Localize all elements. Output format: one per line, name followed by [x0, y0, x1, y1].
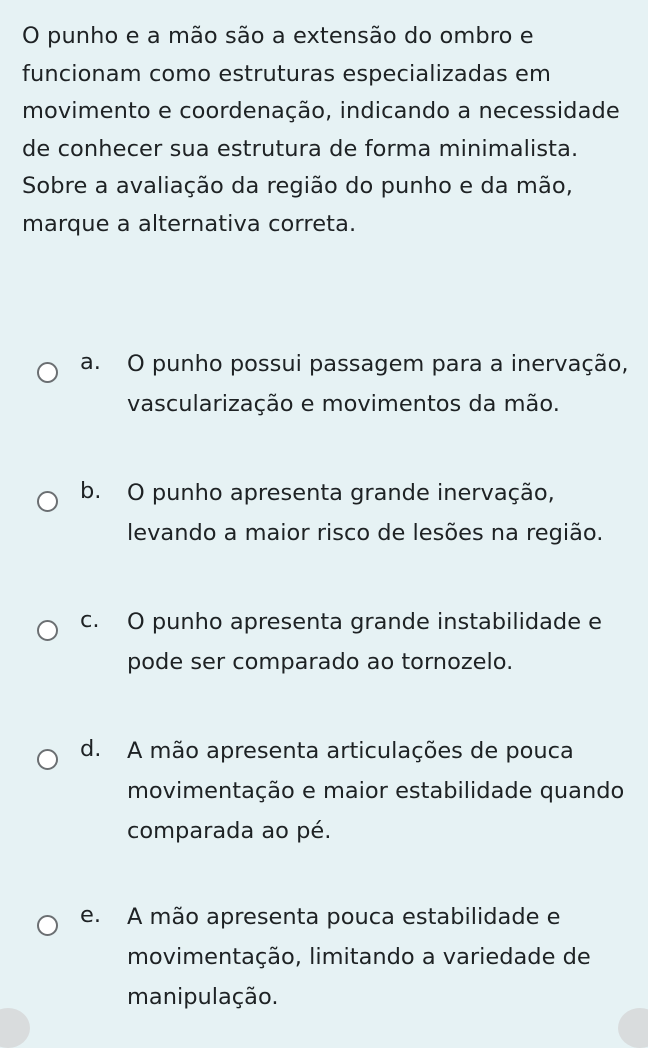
- radio-button-e[interactable]: [37, 915, 58, 936]
- option-text: O punho possui passagem para a inervação, vascularização e movimentos da mão.: [127, 351, 629, 417]
- corner-shadow-right: [618, 1008, 648, 1048]
- question-paragraph-2: Sobre a avaliação da região do punho e da mão, marque a alternativa correta.: [22, 173, 573, 237]
- option-text: A mão apresenta pouca estabilidade e movimentação, limitando a variedade de manipulação.: [127, 904, 591, 1010]
- option-b[interactable]: [0, 473, 648, 602]
- option-letter: c.: [80, 607, 100, 633]
- radio-button-a[interactable]: [37, 362, 58, 383]
- option-d[interactable]: [0, 731, 648, 897]
- option-e[interactable]: [0, 897, 648, 1026]
- question-text: [22, 18, 638, 243]
- option-a[interactable]: [0, 344, 648, 473]
- option-letter: a.: [80, 349, 101, 375]
- option-letter: e.: [80, 902, 101, 928]
- answer-options: [0, 344, 648, 1026]
- option-c[interactable]: [0, 602, 648, 731]
- option-letter: d.: [80, 736, 102, 762]
- option-text: A mão apresenta articulações de pouca movimentação e maior estabilidade quando comparada ao pé.: [127, 738, 625, 844]
- option-text: O punho apresenta grande inervação, levando a maior risco de lesões na região.: [127, 480, 604, 546]
- radio-button-c[interactable]: [37, 620, 58, 641]
- radio-button-b[interactable]: [37, 491, 58, 512]
- option-letter: b.: [80, 478, 102, 504]
- question-paragraph-1: O punho e a mão são a extensão do ombro e funcionam como estruturas especializadas em movimento e coordenação, indicando a necessidade de conhecer sua estrutura de forma minimalista.: [22, 23, 620, 162]
- option-text: O punho apresenta grande instabilidade e pode ser comparado ao tornozelo.: [127, 609, 603, 675]
- radio-button-d[interactable]: [37, 749, 58, 770]
